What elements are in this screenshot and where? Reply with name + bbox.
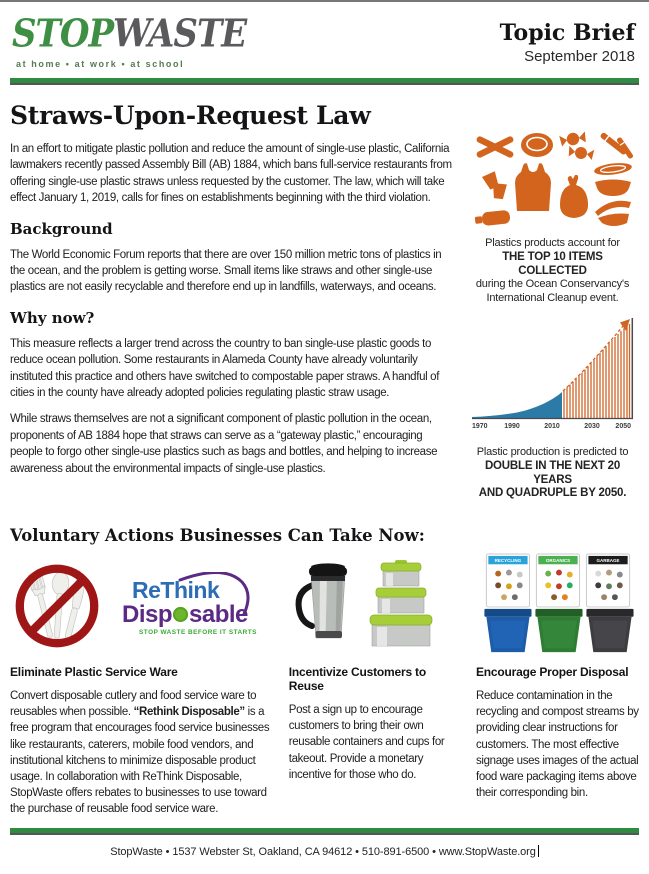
stopwaste-wordmark (12, 11, 247, 57)
chart-caption-line1: Plastic production is predicted to (476, 445, 629, 458)
logo-tagline: at home • at work • at school (16, 59, 185, 69)
rethink-disposable-bold: “Rethink Disposable” (133, 706, 245, 719)
tick-2050: 2050 (615, 422, 631, 430)
action-title-reuse: Incentivize Customers to Reuse (288, 665, 426, 693)
top10-caption-line3: during the Ocean Conservancy's (475, 278, 630, 291)
recycling-label: RECYCLING (494, 558, 522, 564)
action-column-disposal (476, 555, 639, 818)
rethink-tagline: STOP WASTE BEFORE IT STARTS (139, 629, 257, 636)
background-heading: Background (10, 219, 113, 238)
reusable-containers-image (289, 557, 449, 652)
rethink-swoosh-icon (122, 572, 274, 632)
stopwaste-logo (12, 11, 247, 69)
crossed-utensils-icon (475, 135, 514, 158)
top10-caption-bold: THE TOP 10 ITEMS COLLECTED (502, 250, 603, 277)
garbage-bin (586, 609, 633, 652)
header-masthead (500, 14, 635, 65)
plastic-items-illustration (473, 125, 633, 231)
top10-caption-line4: International Cleanup event. (486, 292, 619, 305)
action-title-eliminate: Eliminate Plastic Service Ware (10, 665, 178, 679)
why-now-heading: Why now? (10, 308, 95, 327)
logo-stop-text: STOP (12, 11, 114, 57)
takeout-clamshell-icon (595, 201, 631, 226)
plastic-grocery-bag-icon (515, 163, 551, 211)
page-title: Straws-Upon-Request Law (10, 101, 371, 130)
chart-arrowhead-icon (620, 319, 630, 331)
disposable-text-right: sable (189, 601, 248, 628)
doc-date: September 2018 (524, 48, 635, 65)
actions-heading: Voluntary Actions Businesses Can Take Now: (10, 526, 425, 545)
sorting-bins-image (476, 552, 639, 656)
rethink-text: ReThink (132, 577, 220, 603)
header (0, 2, 649, 78)
organics-bin (535, 609, 582, 652)
action-column-reuse (289, 555, 462, 818)
top10-caption (472, 237, 633, 306)
action-body-eliminate-post: is a free program that encourages food service businesses like restaurants, caterers, mobile food vendors, and institutional kitchens to minimize disposable product usage. In collaboration with ReThink Disposable, StopWaste offers rebates to businesses to use toward the purchase of reusable food service ware. (10, 706, 270, 816)
tick-1990: 1990 (504, 422, 520, 430)
intro-paragraph: In an effort to mitigate plastic pollution and reduce the amount of single-use plastic, California lawmakers recently passed Assembly Bill (AB) 1884, which bans full-service restaurants from offering single-use plastic straws unless requested by the customer. The law, which will take effect January 1, 2019, calls for fines on establishments beginning with the third violation. (10, 143, 452, 205)
voluntary-actions-section (10, 526, 639, 818)
action-body-reuse: Post a sign up to encourage customers to bring their own reusable containers and cups for takeout. Provide a monetary incentive for those who do. (288, 704, 445, 781)
header-rule (10, 78, 639, 85)
tick-2030: 2030 (584, 422, 600, 430)
no-plastic-cutlery-image (10, 557, 104, 651)
recycling-poster (486, 554, 529, 607)
plastic-production-chart (472, 318, 637, 440)
plates-and-bowls-icon (593, 161, 632, 196)
footer (0, 828, 649, 858)
recycling-bin (484, 609, 531, 652)
chart-caption (472, 446, 633, 501)
why-now-paragraph-2: While straws themselves are not a significant component of plastic pollution in the ocean, proponents of AB 1884 hope that straws can serve as a “gateway plastic,” encouraging people to forgo other single-use plastics such as bags and bottles, and helping to increase awareness about the environmental impacts of single-use plastics. (10, 413, 438, 475)
disposable-text-left: Disp (122, 601, 173, 628)
tick-2010: 2010 (544, 422, 560, 430)
steel-containers-icon (370, 560, 432, 646)
organics-label: ORGANICS (545, 558, 571, 564)
bottle-cap-lid-icon (521, 133, 553, 157)
top10-caption-line1: Plastics products account for (485, 237, 620, 249)
action-body-eliminate-pre: Convert disposable cutlery and food service ware to reusables when possible. (10, 690, 257, 719)
main-content (0, 85, 649, 513)
candy-wrappers-icon (559, 131, 594, 161)
background-paragraph: The World Economic Forum reports that there are over 150 million metric tons of plastics in the ocean, and the problem is getting worse. Small items like straws and other single-use plastics are not easily recyclable and therefore end up in landfills, waterways, and oceans. (10, 248, 442, 294)
chart-caption-bold2: AND QUADRUPLE BY 2050. (478, 487, 627, 500)
chart-projected-hatch (564, 324, 630, 418)
footer-contact (0, 845, 649, 858)
text-cursor (538, 845, 539, 857)
logo-waste-text: WASTE (113, 11, 247, 57)
garbage-poster (586, 554, 629, 607)
chart-historical-area (472, 392, 562, 418)
footer-rule (10, 828, 639, 835)
chart-caption-bold1: DOUBLE IN THE NEXT 20 YEARS (484, 459, 621, 486)
tick-1970: 1970 (472, 422, 488, 430)
footer-contact-text: StopWaste • 1537 Webster St, Oakland, CA 94612 • 510-891-6500 • www.StopWaste.org (110, 846, 536, 858)
action-body-disposal: Reduce contamination in the recycling and compost streams by providing clear instructions for customers. The most effective signage uses images of the actual food ware packaging items above their corresponding bin. (476, 690, 639, 800)
action-title-disposal: Encourage Proper Disposal (476, 665, 629, 679)
garbage-label: GARBAGE (596, 558, 620, 564)
action-column-eliminate (10, 555, 275, 818)
cigarette-butts-icon (599, 132, 632, 160)
rethink-disposable-logo (122, 572, 274, 636)
why-now-paragraph-1: This measure reflects a larger trend across the country to ban single-use plastic goods to reduce ocean pollution. Some restaurants in Alameda County have already voluntarily instituted this practice and others have switched to compostable paper straws. A handful of cities in the county have already adopted policies regulating plastic straw usage. (10, 337, 440, 400)
plastic-bottle-icon (474, 210, 510, 227)
doc-type-title: Topic Brief (499, 20, 635, 46)
article-column (10, 85, 472, 513)
travel-mug-icon (298, 563, 346, 638)
chart-projection-arrow-line (563, 326, 623, 391)
foam-cups-icon (482, 171, 507, 199)
action-body-eliminate (10, 688, 275, 818)
sidebar (472, 125, 633, 513)
organics-poster (536, 554, 579, 607)
trash-bag-icon (560, 175, 588, 218)
